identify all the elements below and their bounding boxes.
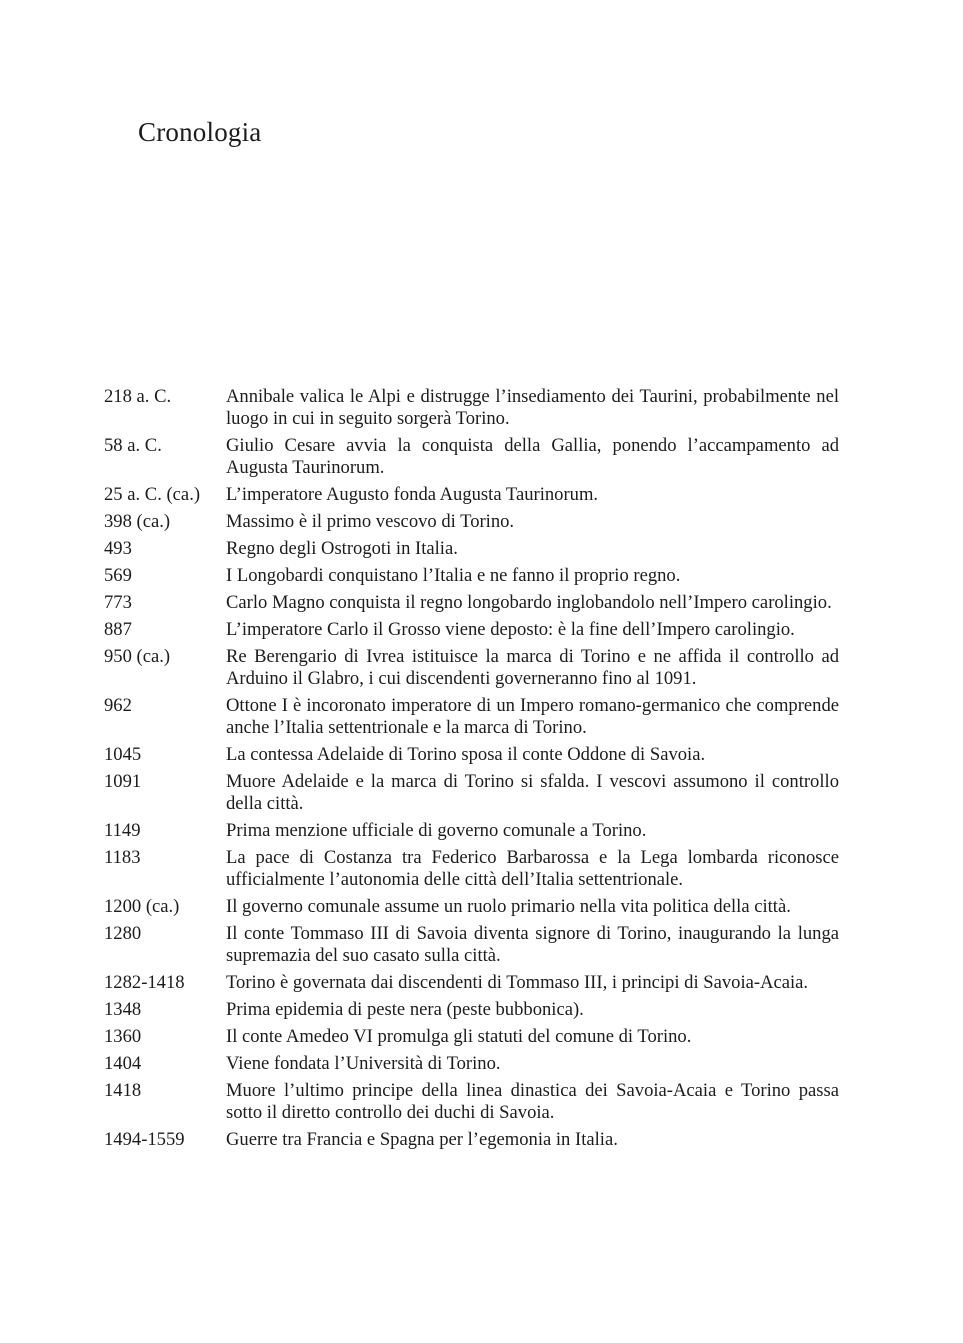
chronology-entry (104, 1129, 839, 1151)
chronology-entry (104, 744, 839, 766)
chronology-entry (104, 435, 839, 479)
entry-date: 569 (104, 565, 132, 586)
entry-text: L’imperatore Carlo il Grosso viene deposto: è la fine dell’Impero carolingio. (226, 619, 795, 640)
entry-text: Viene fondata l’Università di Torino. (226, 1053, 501, 1074)
entry-date: 218 a. C. (104, 386, 172, 407)
entry-text: I Longobardi conquistano l’Italia e ne fanno il proprio regno. (226, 565, 681, 586)
entry-text: Prima menzione ufficiale di governo comunale a Torino. (226, 820, 647, 841)
entry-date: 1149 (104, 820, 141, 841)
entry-text: Massimo è il primo vescovo di Torino. (226, 511, 515, 532)
entry-text: Carlo Magno conquista il regno longobardo inglobandolo nell’Impero carolingio. (226, 592, 832, 613)
entry-date: 773 (104, 592, 132, 613)
entry-date: 1200 (ca.) (104, 896, 180, 917)
entry-date: 493 (104, 538, 132, 559)
entry-text: Torino è governata dai discendenti di Tommaso III, i principi di Savoia-Acaia. (226, 972, 809, 993)
entry-date: 1494-1559 (104, 1129, 185, 1150)
chronology-entry (104, 1053, 839, 1075)
entry-date: 1280 (104, 923, 142, 944)
entry-text: Muore Adelaide e la marca di Torino si sfalda. I vescovi assumono il controllo della città. (226, 771, 839, 814)
chronology-entry (104, 565, 839, 587)
entry-date: 1360 (104, 1026, 142, 1047)
entry-text: Prima epidemia di peste nera (peste bubbonica). (226, 999, 584, 1020)
chronology-entry (104, 972, 839, 994)
chronology-list (104, 386, 839, 1156)
chronology-entry (104, 538, 839, 560)
entry-text: Il conte Amedeo VI promulga gli statuti del comune di Torino. (226, 1026, 692, 1047)
entry-date: 58 a. C. (104, 435, 162, 456)
chronology-entry (104, 695, 839, 739)
entry-text: Annibale valica le Alpi e distrugge l’insediamento dei Taurini, probabilmente nel luogo in cui in seguito sorgerà Torino. (226, 386, 839, 429)
chronology-entry (104, 592, 839, 614)
entry-date: 1418 (104, 1080, 142, 1101)
chronology-entry (104, 646, 839, 690)
chronology-entry (104, 923, 839, 967)
entry-text: Muore l’ultimo principe della linea dinastica dei Savoia-Acaia e Torino passa sotto il diretto controllo dei duchi di Savoia. (226, 1080, 839, 1123)
entry-date: 398 (ca.) (104, 511, 171, 532)
chronology-entry (104, 1080, 839, 1124)
chronology-entry (104, 484, 839, 506)
entry-text: Il governo comunale assume un ruolo primario nella vita politica della città. (226, 896, 791, 917)
chronology-entry (104, 1026, 839, 1048)
entry-date: 1404 (104, 1053, 142, 1074)
entry-date: 1348 (104, 999, 142, 1020)
entry-text: Regno degli Ostrogoti in Italia. (226, 538, 458, 559)
entry-text: L’imperatore Augusto fonda Augusta Taurinorum. (226, 484, 599, 505)
chronology-entry (104, 820, 839, 842)
entry-text: Re Berengario di Ivrea istituisce la marca di Torino e ne affida il controllo ad Arduino il Glabro, i cui discendenti governeranno fino al 1091. (226, 646, 839, 689)
chronology-entry (104, 619, 839, 641)
entry-date: 950 (ca.) (104, 646, 171, 667)
entry-date: 1045 (104, 744, 142, 765)
entry-date: 1183 (104, 847, 141, 868)
entry-text: Guerre tra Francia e Spagna per l’egemonia in Italia. (226, 1129, 618, 1150)
chronology-entry (104, 896, 839, 918)
entry-date: 962 (104, 695, 132, 716)
entry-text: La contessa Adelaide di Torino sposa il conte Oddone di Savoia. (226, 744, 706, 765)
chronology-entry (104, 386, 839, 430)
entry-text: Giulio Cesare avvia la conquista della Gallia, ponendo l’accampamento ad Augusta Taurinorum. (226, 435, 839, 478)
entry-date: 887 (104, 619, 132, 640)
chronology-entry (104, 999, 839, 1021)
entry-date: 1282-1418 (104, 972, 185, 993)
chronology-entry (104, 511, 839, 533)
page-title: Cronologia (138, 117, 262, 147)
entry-text: Il conte Tommaso III di Savoia diventa signore di Torino, inaugurando la lunga supremazia del suo casato sulla città. (226, 923, 839, 966)
chronology-entry (104, 847, 839, 891)
entry-text: La pace di Costanza tra Federico Barbarossa e la Lega lombarda riconosce ufficialmente l’autonomia delle città dell’Italia settentrionale. (226, 847, 839, 890)
entry-date: 1091 (104, 771, 142, 792)
chronology-entry (104, 771, 839, 815)
entry-date: 25 a. C. (ca.) (104, 484, 201, 505)
entry-text: Ottone I è incoronato imperatore di un Impero romano-germanico che comprende anche l’Italia settentrionale e la marca di Torino. (226, 695, 839, 738)
